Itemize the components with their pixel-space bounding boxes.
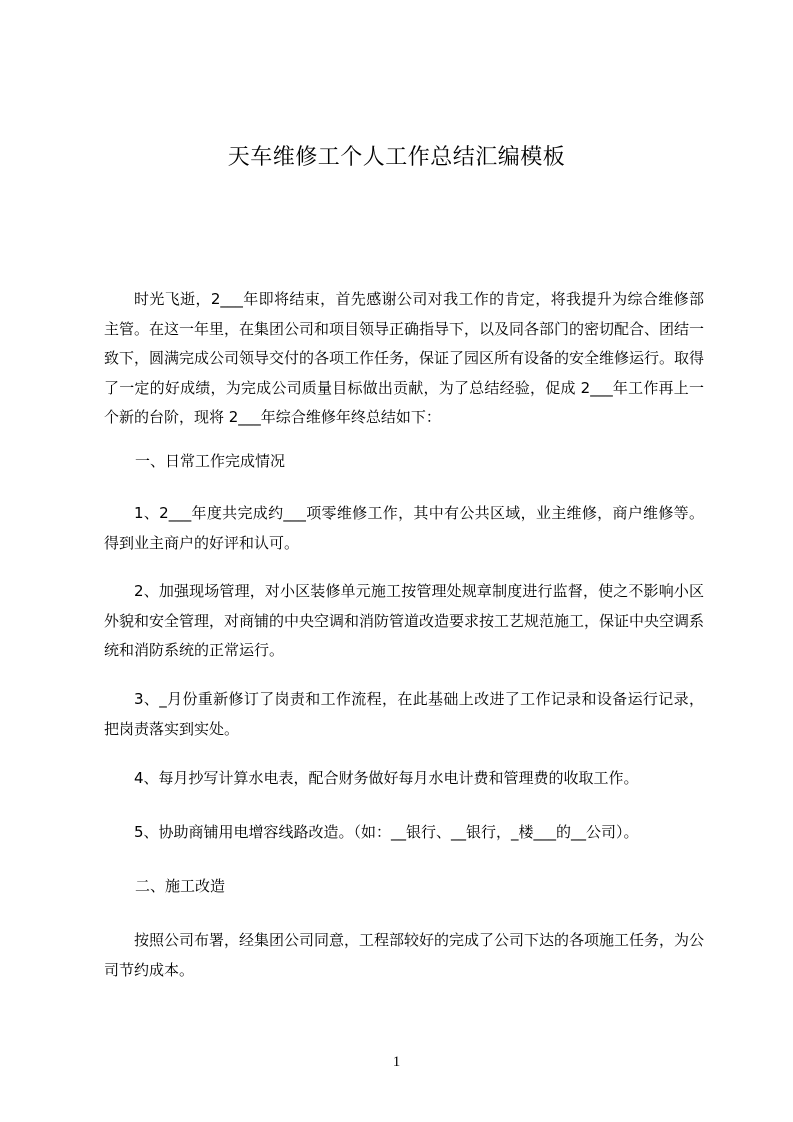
page-number: 1 [392, 1054, 401, 1070]
section-heading-daily-work: 一、日常工作完成情况 [135, 452, 286, 470]
list-item: 1、2___年度共完成约___项零维修工作，其中有公共区域，业主维修，商户维修等。得到业主商户的好评和认可。 [104, 504, 704, 552]
list-item: 2、加强现场管理，对小区装修单元施工按管理处规章制度进行监督，使之不影响小区外貌和安全管理，对商铺的中央空调和消防管道改造要求按工艺规范施工，保证中央空调系统和消防系统的正常运行。 [104, 582, 705, 659]
section-paragraph: 按照公司布署，经集团公司同意，工程部较好的完成了公司下达的各项施工任务，为公司节约成本。 [104, 931, 705, 979]
list-item: 3、_月份重新修订了岗责和工作流程，在此基础上改进了工作记录和设备运行记录，把岗责落实到实处。 [104, 690, 704, 738]
list-item: 4、每月抄写计算水电表，配合财务做好每月水电计费和管理费的收取工作。 [134, 769, 639, 787]
list-item: 5、协助商铺用电增容线路改造。（如：__银行、__银行，_楼___的__公司）。 [134, 823, 639, 841]
intro-paragraph: 时光飞逝，2___年即将结束，首先感谢公司对我工作的肯定，将我提升为综合维修部主管。在这一年里，在集团公司和项目领导正确指导下，以及同各部门的密切配合、团结一致下，圆满完成公司领导交付的各项工作任务，保证了园区所有设备的安全维修运行。取得了一定的好成绩，为完成公司质量目标做出贡献，为了总结经验，促成 2___年工作再上一个新的台阶，现将 2___年综合维修年终总结如下： [104, 290, 705, 426]
document-title: 天车维修工个人工作总结汇编模板 [227, 145, 566, 170]
section-heading-construction: 二、施工改造 [135, 877, 226, 895]
